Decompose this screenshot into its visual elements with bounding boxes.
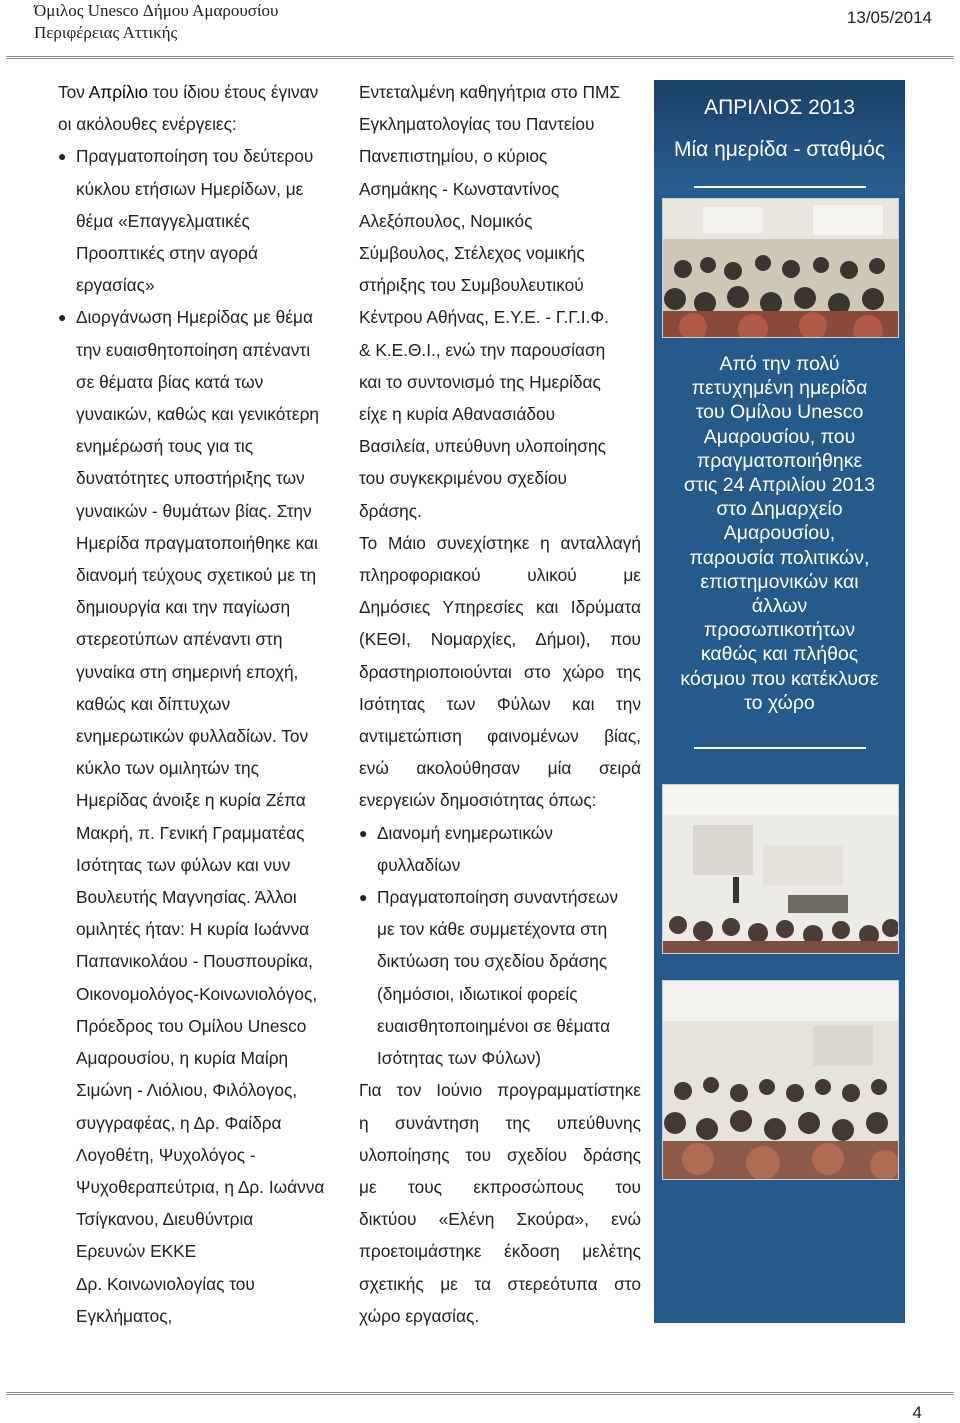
text-line: Αμαρουσίου, <box>723 522 836 545</box>
text-line: (ΚΕΘΙ, Νομαρχίες, Δήμοι), που <box>359 629 641 650</box>
sidebar-rule-top <box>694 186 866 188</box>
text-line: στερεοτύπων απέναντι στη <box>76 629 283 650</box>
text-line: η συνάντηση της υπεύθυνης <box>359 1112 641 1133</box>
text-line: πληροφοριακού υλικού με <box>359 565 641 586</box>
month-june: Ιούνιο <box>436 1080 483 1101</box>
text-line: επιστημονικών και <box>700 570 859 593</box>
text-line: Οικονομολόγος-Κοινωνιολόγος, <box>76 983 318 1004</box>
header-divider <box>6 56 954 59</box>
text-line: Αμαρουσίου, η κυρία Μαίρη <box>76 1048 289 1069</box>
sidebar-title-2: Μία ημερίδα - σταθμός <box>673 138 886 161</box>
text-line: αντιμετώπιση φαινομένων βίας, <box>359 726 641 747</box>
text-line: δυνατότητες υποστήριξης των <box>76 468 305 489</box>
text-line: το χώρο <box>744 691 815 714</box>
text-line: & Κ.Ε.Θ.Ι., ενώ την παρουσίαση <box>359 339 606 360</box>
text-line: Παπανικολάου - Πουσπουρίκα, <box>76 951 313 972</box>
text-line: με τον κάθε συμμετέχοντα στη <box>377 919 608 940</box>
bullet-icon: ● <box>58 148 67 165</box>
text-line: σχετικής με τα στερεότυπα στο <box>359 1273 641 1294</box>
right-line-e: χώρο εργασίας. <box>359 1305 480 1326</box>
text-line: καθώς και πλήθος <box>700 643 859 666</box>
text-line: Από την πολύ <box>719 353 840 375</box>
text-line: σε θέματα βίας κατά των <box>76 371 264 392</box>
text-line: προσωπικοτήτων <box>703 619 856 642</box>
text-line: του Ομίλου Unesco <box>695 401 864 424</box>
bullet-icon: ● <box>58 309 67 326</box>
text-line: δημιουργία και την παγίωση <box>76 597 291 618</box>
text-line: Πραγματοποίηση συναντήσεων <box>377 887 618 908</box>
org-name-line2: Περιφέρειας Αττικής <box>34 23 178 42</box>
text-line: (δημόσιοι, ιδιωτικοί φορείς <box>377 983 578 1004</box>
text-line: Λογοθέτη, Ψυχολόγος - <box>76 1144 256 1165</box>
photo-conference-room <box>662 784 899 954</box>
text-line: Αλεξόπουλος, Νομικός <box>359 210 533 231</box>
photo-audience-1 <box>662 198 899 338</box>
right-text-block-d <box>359 1107 641 1300</box>
text-line: Εγκληματολογίας του Παντείου <box>359 114 595 135</box>
sidebar-panel <box>654 80 905 1323</box>
text-line: ομιλητές ήταν: Η κυρία Ιωάννα <box>76 919 310 940</box>
text-line: ενώ ακολούθησαν μία σειρά <box>359 758 641 779</box>
text-line: και το συντονισμό της Ημερίδας <box>359 371 601 392</box>
right-text-block-b <box>359 559 641 784</box>
text-line: Σιμώνη - Λιόλιου, Φιλόλογος, <box>76 1080 298 1101</box>
text-line: Σύμβουλος, Στέλεχος νομικής <box>359 243 585 264</box>
header-date: 13/05/2014 <box>846 8 932 27</box>
sidebar-title-1: ΑΠΡΙΛΙΟΣ 2013 <box>704 96 855 119</box>
text-line: Ασημάκης - Κωνσταντίνος <box>359 178 560 199</box>
text-line: Ερευνών ΕΚΚΕ <box>76 1241 197 1262</box>
sidebar-rule-bottom <box>694 747 866 749</box>
org-name-line1: Όμιλος Unesco Δήμου Αμαρουσίου <box>34 1 279 20</box>
text-line: δραστηριοποιούνται στο χώρο της <box>359 661 641 682</box>
text-line: του συγκεκριμένου σχεδίου <box>359 468 567 489</box>
photo-audience-2 <box>662 980 899 1180</box>
text-line: διανομή τεύχους σχετικού με τη <box>76 565 317 586</box>
text-line: ενημερωτικών φυλλαδίων. Τον <box>76 726 309 747</box>
left-bullet-1 <box>58 140 348 301</box>
right-column <box>359 76 641 1332</box>
text-line: είχε η κυρία Αθανασιάδου <box>359 404 556 425</box>
bullet-icon: ● <box>359 824 368 841</box>
right-bullet-2 <box>359 881 641 1074</box>
text-line: Ψυχοθεραπεύτρια, η Δρ. Ιωάννα <box>76 1176 325 1197</box>
text-line: δικτύου «Ελένη Σκούρα», ενώ <box>359 1209 641 1230</box>
text-line: κύκλο των ομιλητών της <box>76 758 259 779</box>
text-line: Ισότητας των Φύλων) <box>377 1048 541 1069</box>
intro-line-2: οι ακόλουθες ενέργειες: <box>58 114 237 135</box>
text-line: θέμα «Επαγγελματικές <box>76 210 250 231</box>
text-line: συγγραφέας, η Δρ. Φαίδρα <box>76 1112 282 1133</box>
text-line: γυναικών, καθώς και γενικότερη <box>76 404 320 425</box>
text-line: Πρόεδρος του Ομίλου Unesco <box>76 1015 307 1036</box>
text-line: φυλλαδίων <box>377 854 461 875</box>
text-line: Κέντρου Αθήνας, Ε.Υ.Ε. - Γ.Γ.Ι.Φ. <box>359 307 609 328</box>
right-line-c: ενεργειών δημοσιότητας όπως: <box>359 790 597 811</box>
intro-line-1: Τον Απρίλιο του ίδιου έτους έγιναν <box>58 82 319 102</box>
footer-divider <box>6 1392 954 1395</box>
text-line: Βουλευτής Μαγνησίας. Άλλοι <box>76 887 297 908</box>
text-line: Διοργάνωση Ημερίδας με θέμα <box>76 307 313 328</box>
header-organization <box>34 0 278 44</box>
month-april: Απρίλιο <box>88 82 148 102</box>
text-line: Πραγματοποίηση του δεύτερου <box>76 146 314 167</box>
bullet-icon: ● <box>359 889 368 906</box>
text-line: κύκλου ετήσιων Ημερίδων, με <box>76 178 304 199</box>
text-line: Πανεπιστημίου, ο κύριος <box>359 146 548 167</box>
left-column <box>58 76 348 1332</box>
text-line: παρουσία πολιτικών, <box>689 546 870 569</box>
may-line: Το Μάιο συνεχίστηκε η ανταλλαγή <box>359 532 641 553</box>
text-line: Βασιλεία, υπεύθυνη υλοποίησης <box>359 436 606 457</box>
text-line: καθώς και δίπτυχων <box>76 693 231 714</box>
text-line: γυναικών - θυμάτων βίας. Στην <box>76 500 312 521</box>
page-number: 4 <box>912 1403 922 1422</box>
text-line: άλλων <box>751 595 808 618</box>
text-line: Εντεταλμένη καθηγήτρια στο ΠΜΣ <box>359 82 621 102</box>
text-line: Ημερίδα πραγματοποιήθηκε και <box>76 532 318 553</box>
text-line: Αμαρουσίου, που <box>703 425 856 448</box>
text-line: πετυχημένη ημερίδα <box>691 377 868 400</box>
right-text-block-a <box>359 76 641 527</box>
text-line: προετοιμάστηκε έκδοση μελέτης <box>359 1241 641 1262</box>
text-line: στήριξης του Συμβουλευτικού <box>359 275 584 296</box>
text-line: ενημέρωσή τους για τις <box>76 436 254 457</box>
text-line: Δημόσιες Υπηρεσίες και Ιδρύματα <box>359 597 641 618</box>
text-line: δράσης. <box>359 500 422 521</box>
text-line: εργασίας» <box>76 275 155 296</box>
text-line: υλοποίησης του σχεδίου δράσης <box>359 1144 641 1165</box>
text-line: πραγματοποιήθηκε <box>696 449 863 472</box>
right-bullet-1 <box>359 817 641 881</box>
month-may: Μάιο <box>388 532 426 553</box>
text-line: δικτύωση του σχεδίου δράσης <box>377 951 608 972</box>
text-line: Δρ. Κοινωνιολογίας του <box>76 1273 255 1294</box>
text-line: Διανομή ενημερωτικών <box>377 822 553 843</box>
text-line: Εγκλήματος, <box>76 1305 173 1326</box>
text-line: με τους εκπροσώπους του <box>359 1176 641 1197</box>
text-line: Τσίγκανου, Διευθύντρια <box>76 1209 254 1230</box>
text-line: Προοπτικές στην αγορά <box>76 243 258 264</box>
text-line: στο Δημαρχείο <box>716 498 843 521</box>
text-line: Ημερίδας άνοιξε η κυρία Ζέπα <box>76 790 306 811</box>
sidebar-caption <box>654 352 905 715</box>
june-line: Για τον Ιούνιο προγραμματίστηκε <box>359 1080 641 1101</box>
left-bullet-2 <box>58 301 348 1332</box>
text-line: Μακρή, π. Γενική Γραμματέας <box>76 822 305 843</box>
text-line: γυναίκα στη σημερινή εποχή, <box>76 661 299 682</box>
text-line: ευαισθητοποιημένοι σε θέματα <box>377 1015 611 1036</box>
text-line: Ισότητας των φύλων και νυν <box>76 854 291 875</box>
text-line: την ευαισθητοποίηση απέναντι <box>76 339 311 360</box>
text-line: Ισότητας των Φύλων και την <box>359 693 641 714</box>
text-line: κόσμου που κατέκλυσε <box>680 667 879 690</box>
text-line: στις 24 Απριλίου 2013 <box>683 474 876 497</box>
sidebar-header <box>654 80 905 194</box>
